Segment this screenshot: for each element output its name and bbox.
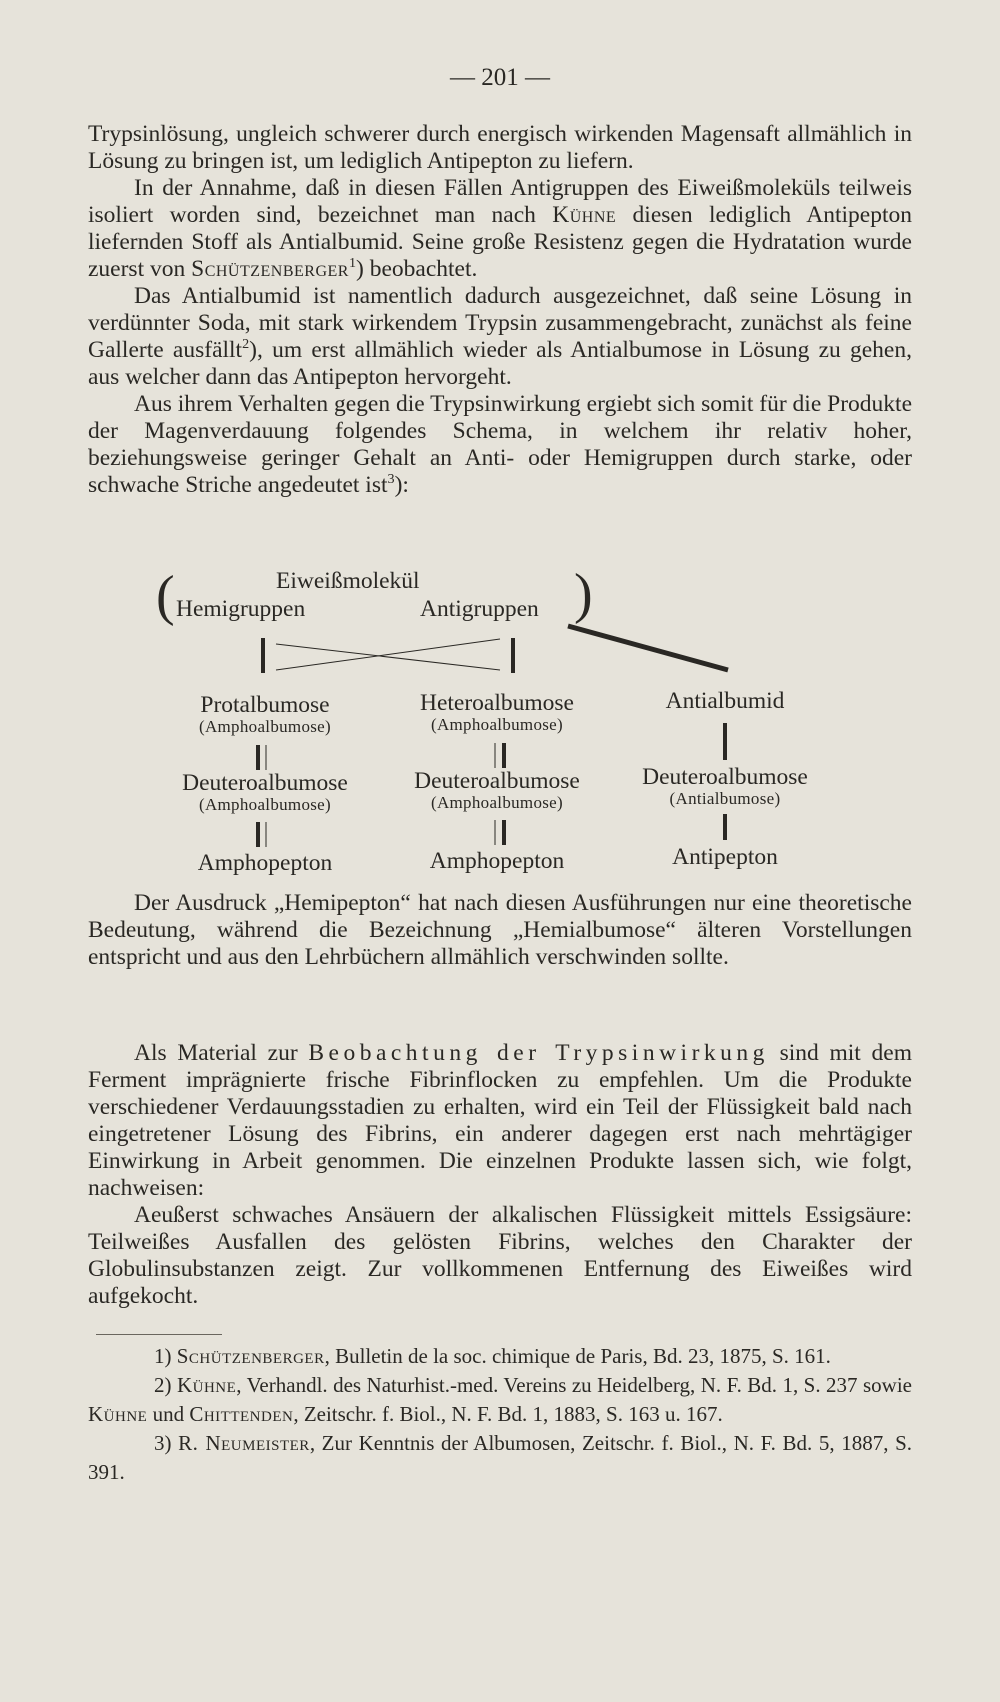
footnote-separator <box>96 1334 222 1335</box>
page-number: — 201 — <box>450 64 550 91</box>
middle-text-block <box>88 890 912 971</box>
paragraph-2: In der Annahme, daß in diesen Fällen Antigruppen des Eiweißmoleküls teilweis isoliert worden sind, bezeichnet man nach Kühne diesen lediglich Antipepton liefernden Stoff als Antialbumid. Seine große Resistenz gegen die Hydratation wurde zuerst von Schützenberger$^1$) beobachtet. <box>88 175 912 282</box>
author-kuehne: Kühne <box>552 202 617 228</box>
stroke-anti-protal <box>276 644 500 670</box>
paragraph-7: Aeußerst schwaches Ansäuern der alkalischen Flüssigkeit mittels Essigsäure: Teilweißes Ausfallen des gelösten Fibrins, welches den Charakter der Globulinsubstanzen zeigt. Zur vollkommenen Entfernung des Eiweißes wird aufgekocht. <box>88 1202 912 1309</box>
footnote-ref-1: 1 <box>348 255 357 272</box>
schema-deuteroalbumose-1-sub: (Amphoalbumose) <box>199 795 331 814</box>
paragraph-4: Aus ihrem Verhalten gegen die Trypsinwirkung ergiebt sich somit für die Produkte der Magenverdauung folgendes Schema, in welchem ihr relativ hoher, beziehungsweise geringer Gehalt an Anti- oder Hemigruppen durch starke, oder schwache Striche angedeutet ist$^3$): <box>88 391 912 498</box>
schema-amphopepton-1: Amphopepton <box>197 850 333 876</box>
footnote-2: 2) Kühne, Verhandl. des Naturhist.-med. Vereins zu Heidelberg, N. F. Bd. 1, S. 237 sowie Kühne und Chittenden, Zeitschr. f. Biol., N. F. Bd. 1, 1883, S. 163 u. 167. <box>88 1373 912 1426</box>
schema-close-paren: ) <box>574 563 593 625</box>
paragraph-3: Das Antialbumid ist namentlich dadurch ausgezeichnet, daß seine Lösung in verdünnter Soda, mit stark wirkendem Trypsin zusammengebracht, zunächst als feine Gallerte ausfällt$^2$), um erst allmählich wieder als Antialbumose in Lösung zu gehen, aus welcher dann das Antipepton hervorgeht. <box>88 283 912 390</box>
schema-deuteroalbumose-3: Deuteroalbumose <box>642 764 808 790</box>
digestion-schema <box>0 560 1000 880</box>
schema-eiweissmolekuel: Eiweißmolekül <box>276 568 420 594</box>
schema-antigruppen: Antigruppen <box>420 596 539 622</box>
schema-antialbumose-sub: (Antialbumose) <box>669 789 781 808</box>
schema-protalbumose: Protalbumose <box>200 692 330 718</box>
stroke-anti-antialbumid <box>568 626 728 670</box>
schema-deuteroalbumose-2: Deuteroalbumose <box>414 768 580 794</box>
stroke-hemi-hetero <box>276 639 500 670</box>
schema-deuteroalbumose-1: Deuteroalbumose <box>182 770 348 796</box>
author-schuetzenberger: Schützenberger <box>191 256 349 282</box>
paragraph-6: Als Material zur Beobachtung der Trypsinwirkung sind mit dem Ferment imprägnierte frische Fibrinflocken zu empfehlen. Um die Produkte verschiedener Verdauungsstadien zu erhalten, wird ein Teil der Flüssigkeit bald nach eingetretener Lösung des Fibrins, ein anderer dagegen erst nach mehrtägiger Einwirkung in Arbeit genommen. Die einzelnen Produkte lassen sich, wie folgt, nachweisen: <box>88 1040 912 1201</box>
schema-amphopepton-2: Amphopepton <box>429 848 565 874</box>
upper-text-block <box>88 121 912 499</box>
lower-text-block <box>88 1040 912 1310</box>
footnote-1: 1) Schützenberger, Bulletin de la soc. chimique de Paris, Bd. 23, 1875, S. 161. <box>154 1344 831 1368</box>
schema-antialbumid: Antialbumid <box>665 688 785 714</box>
schema-heteroalbumose-sub: (Amphoalbumose) <box>431 715 563 734</box>
schema-deuteroalbumose-2-sub: (Amphoalbumose) <box>431 793 563 812</box>
schema-heteroalbumose: Heteroalbumose <box>419 690 574 716</box>
paragraph-5: Der Ausdruck „Hemipepton“ hat nach diesen Ausführungen nur eine theoretische Bedeutung, während die Bezeichnung „Hemialbumose“ älteren Vorstellungen entspricht und aus den Lehrbüchern allmählich verschwinden sollte. <box>88 890 912 970</box>
schema-protalbumose-sub: (Amphoalbumose) <box>199 717 331 736</box>
schema-hemigruppen: Hemigruppen <box>176 596 306 622</box>
paragraph-1: Trypsinlösung, ungleich schwerer durch energisch wirkenden Magensaft allmählich in Lösung zu bringen ist, um lediglich Antipepton zu liefern. <box>88 121 912 174</box>
schema-open-paren: ( <box>156 565 175 627</box>
footnote-ref-2: 2 <box>242 336 250 353</box>
footnote-3: 3) R. Neumeister, Zur Kenntnis der Albumosen, Zeitschr. f. Biol., N. F. Bd. 5, 1887, S. 391. <box>88 1431 913 1484</box>
footnotes <box>88 1342 912 1487</box>
schema-antipepton: Antipepton <box>672 844 778 870</box>
spaced-heading: Beobachtung der Trypsinwirkung <box>308 1040 769 1066</box>
footnote-ref-3: 3 <box>387 471 395 488</box>
